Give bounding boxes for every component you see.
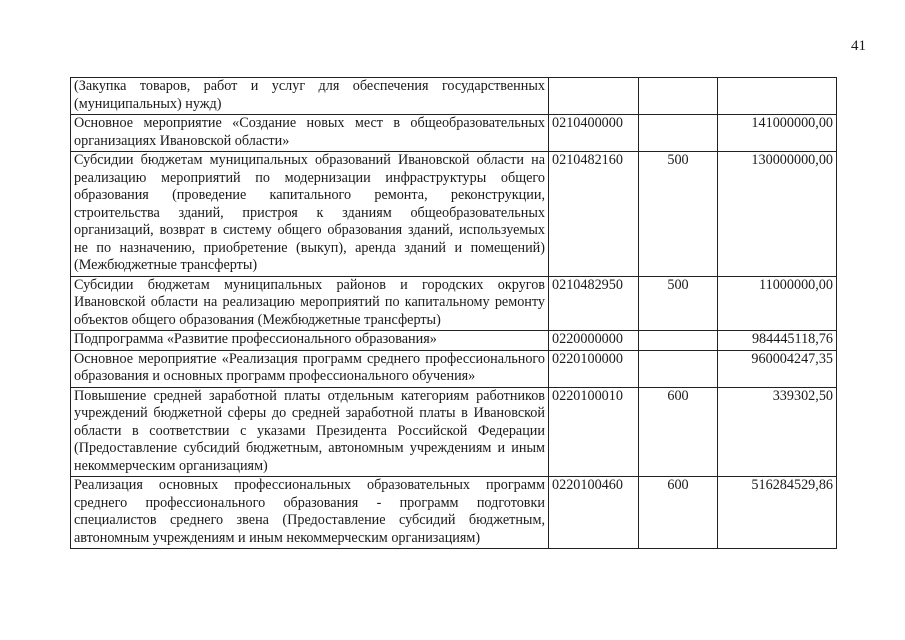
table-row bbox=[71, 78, 837, 115]
row-sum-cell: 141000000,00 bbox=[718, 115, 837, 152]
row-name-cell: Подпрограмма «Развитие профессионального образования» bbox=[71, 331, 549, 351]
row-type-cell: 600 bbox=[639, 477, 718, 549]
row-sum-cell: 339302,50 bbox=[718, 387, 837, 477]
table-row bbox=[71, 331, 837, 351]
table-row bbox=[71, 152, 837, 277]
row-code-cell: 0220000000 bbox=[549, 331, 639, 351]
row-type-cell bbox=[639, 78, 718, 115]
row-name-cell: Субсидии бюджетам муниципальных районов и городских округов Ивановской области на реализацию мероприятий по капитальному ремонту объектов общего образования (Межбюджетные трансферты) bbox=[71, 276, 549, 331]
row-code-cell: 0210482950 bbox=[549, 276, 639, 331]
table-row bbox=[71, 350, 837, 387]
row-name-cell: Субсидии бюджетам муниципальных образований Ивановской области на реализацию мероприятий по модернизации инфраструктуры общего образования (проведение капитального ремонта, реконструкции, строительства зданий, пристроя к зданиям общеобразовательных организаций, возврат в систему общего образования зданий, используемых не по назначению, приобретение (выкуп), аренда зданий и помещений) (Межбюджетные трансферты) bbox=[71, 152, 549, 277]
row-type-cell bbox=[639, 115, 718, 152]
row-name-cell: (Закупка товаров, работ и услуг для обеспечения государственных (муниципальных) нужд) bbox=[71, 78, 549, 115]
row-sum-cell: 130000000,00 bbox=[718, 152, 837, 277]
table-row bbox=[71, 477, 837, 549]
row-code-cell: 0210400000 bbox=[549, 115, 639, 152]
row-code-cell: 0220100460 bbox=[549, 477, 639, 549]
row-code-cell: 0220100010 bbox=[549, 387, 639, 477]
row-sum-cell: 11000000,00 bbox=[718, 276, 837, 331]
row-type-cell: 600 bbox=[639, 387, 718, 477]
row-name-cell: Повышение средней заработной платы отдельным категориям работников учреждений бюджетной сферы до средней заработной платы в Ивановской области в соответствии с указами Президента Российской Федерации (Предоставление субсидий бюджетным, автономным учреждениям и иным некоммерческим организациям) bbox=[71, 387, 549, 477]
table-row bbox=[71, 276, 837, 331]
row-code-cell: 0210482160 bbox=[549, 152, 639, 277]
row-type-cell: 500 bbox=[639, 276, 718, 331]
row-sum-cell bbox=[718, 78, 837, 115]
row-sum-cell: 960004247,35 bbox=[718, 350, 837, 387]
row-name-cell: Реализация основных профессиональных образовательных программ среднего профессионального образования - программ подготовки специалистов среднего звена (Предоставление субсидий бюджетным, автономным учреждениям и иным некоммерческим организациям) bbox=[71, 477, 549, 549]
row-type-cell: 500 bbox=[639, 152, 718, 277]
table-row bbox=[71, 387, 837, 477]
page-number: 41 bbox=[851, 38, 866, 54]
budget-table bbox=[70, 77, 837, 549]
row-type-cell bbox=[639, 350, 718, 387]
row-type-cell bbox=[639, 331, 718, 351]
row-name-cell: Основное мероприятие «Создание новых мест в общеобразовательных организациях Ивановской области» bbox=[71, 115, 549, 152]
row-name-cell: Основное мероприятие «Реализация программ среднего профессионального образования и основных программ профессионального обучения» bbox=[71, 350, 549, 387]
row-sum-cell: 984445118,76 bbox=[718, 331, 837, 351]
row-code-cell bbox=[549, 78, 639, 115]
row-code-cell: 0220100000 bbox=[549, 350, 639, 387]
row-sum-cell: 516284529,86 bbox=[718, 477, 837, 549]
table-row bbox=[71, 115, 837, 152]
